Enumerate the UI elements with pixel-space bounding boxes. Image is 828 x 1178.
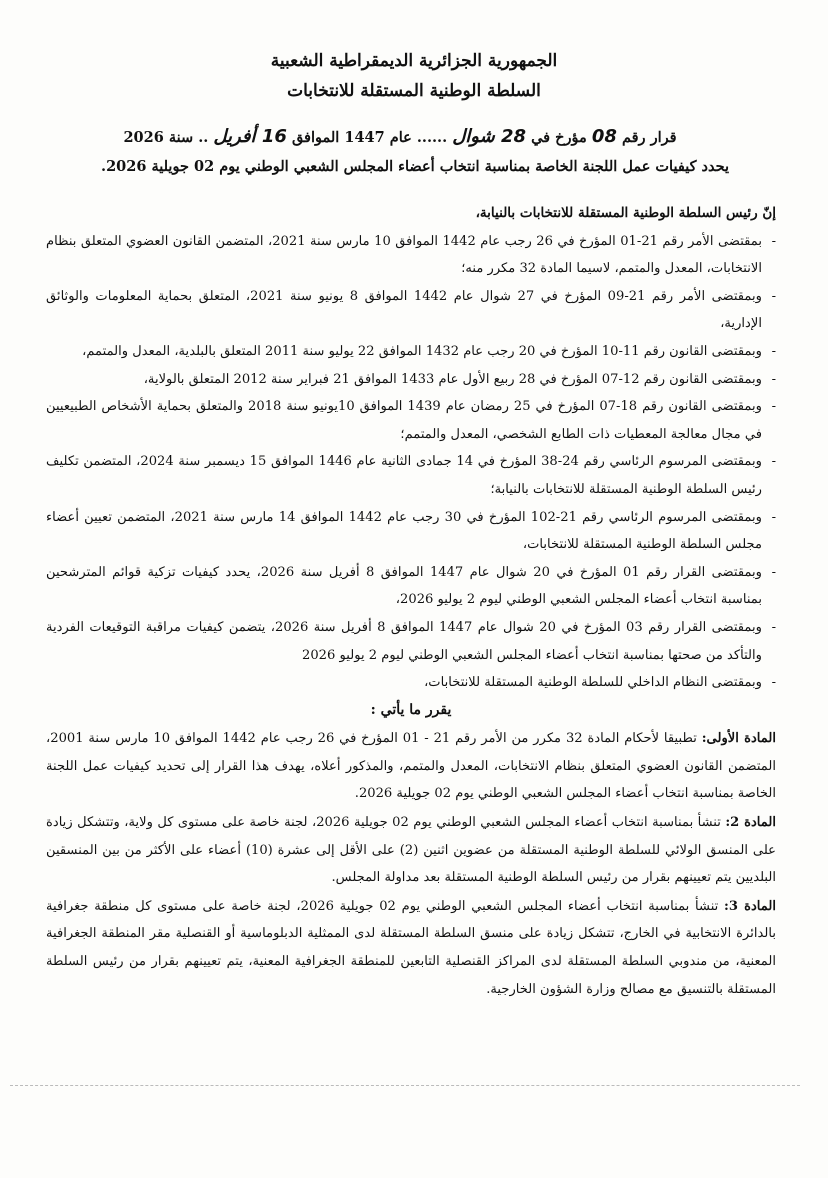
article-label: المادة 2: (725, 815, 776, 831)
consideration-item: - بمقتضى الأمر رقم 21-01 المؤرخ في 26 رجب عام 1442 الموافق 10 مارس سنة 2021، المتضمن القانون العضوي المتعلق بنظام الانتخابات، المعدل والمتمم، لاسيما المادة 32 مكرر منه؛ (46, 228, 776, 283)
consideration-item: - وبمقتضى المرسوم الرئاسي رقم 24-38 المؤرخ في 14 جمادى الثانية عام 1446 الموافق 15 ديسمبر سنة 2024، المتضمن تكليف رئيس السلطة الوطنية المستقلة للانتخابات بالنيابة؛ (46, 448, 776, 503)
decision-number: 08 (591, 126, 617, 147)
authority-title: السلطة الوطنية المستقلة للانتخابات (287, 81, 541, 101)
document-body (46, 200, 776, 1003)
article-label: المادة 3: (724, 898, 776, 914)
decision-prefix: قرار رقم (621, 129, 677, 146)
consideration-item: - وبمقتضى المرسوم الرئاسي رقم 21-102 المؤرخ في 30 رجب عام 1442 الموافق 14 مارس سنة 2021، المتضمن تعيين أعضاء مجلس السلطة الوطنية المستقلة للانتخابات، (46, 504, 776, 559)
consideration-item: - وبمقتضى القانون رقم 12-07 المؤرخ في 28 ربيع الأول عام 1433 الموافق 21 فبراير سنة 2012 المتعلق بالولاية، (46, 366, 776, 394)
consideration-item: - وبمقتضى النظام الداخلي للسلطة الوطنية المستقلة للانتخابات، (46, 669, 776, 697)
decision-hijri-year: ...... عام 1447 الموافق (291, 129, 448, 146)
decision-gregorian-year: .. سنة 2026 (123, 129, 209, 146)
consideration-item: - وبمقتضى القانون رقم 11-10 المؤرخ في 20 رجب عام 1432 الموافق 22 يوليو سنة 2011 المتعلق بالبلدية، المعدل والمتمم، (46, 338, 776, 366)
consideration-item: - وبمقتضى القانون رقم 18-07 المؤرخ في 25 رمضان عام 1439 الموافق 10يونيو سنة 2018 والمتعلق بحماية الأشخاص الطبيعيين في مجال معالجة المعطيات ذات الطابع الشخصي، المعدل والمتمم؛ (46, 393, 776, 448)
decision-gregorian-date: 16 أفريل (213, 126, 287, 147)
consideration-item: - وبمقتضى الأمر رقم 21-09 المؤرخ في 27 شوال عام 1442 الموافق 8 يونيو سنة 2021، المتعلق بحماية المعلومات والوثائق الإدارية، (46, 283, 776, 338)
decision-dated-in: مؤرخ في (531, 129, 587, 146)
document-header (0, 46, 828, 106)
article-text: تنشأ بمناسبة انتخاب أعضاء المجلس الشعبي الوطني يوم 02 جويلية 2026، لجنة خاصة على مستوى كل منطقة جغرافية بالدائرة الانتخابية في الخارج، تتشكل زيادة على منسق السلطة المستقلة لدى الممثلية الدبلوماسية أو القنصلية مقر المنطقة الجغرافية المعنية، من مندوبي السلطة المستقلة لدى المراكز القنصلية التابعين للمنطقة الجغرافية المعنية، يتم تعيينهم بقرار من رئيس السلطة المستقلة بالتنسيق مع مصالح وزارة الشؤون الخارجية. (46, 898, 776, 997)
decides-heading: يقرر ما يأتي : (370, 701, 452, 718)
addressee: إنّ رئيس السلطة الوطنية المستقلة للانتخابات بالنيابة، (475, 205, 776, 221)
article-text: تطبيقا لأحكام المادة 32 مكرر من الأمر رقم 21 - 01 المؤرخ في 26 رجب عام 1442 الموافق 10 مارس سنة 2001، المتضمن القانون العضوي المتعلق بنظام الانتخابات، المعدل والمتمم، والمذكور أعلاه، يهدف هذا القرار إلى تحديد كيفيات عمل اللجنة الخاصة بمناسبة انتخاب أعضاء المجلس الشعبي الوطني يوم 02 جويلية 2026. (46, 731, 776, 802)
consideration-item: - وبمقتضى القرار رقم 03 المؤرخ في 20 شوال عام 1447 الموافق 8 أفريل سنة 2026، يتضمن كيفيات مراقبة التوقيعات الفردية والتأكد من صحتها بمناسبة انتخاب أعضاء المجلس الشعبي الوطني ليوم 2 يوليو 2026 (46, 614, 776, 669)
article-1 (46, 725, 776, 808)
article-3 (46, 893, 776, 1003)
page-bottom-divider (10, 1085, 800, 1086)
article-label: المادة الأولى: (701, 731, 776, 747)
decision-line (90, 126, 710, 147)
decision-hijri-date: 28 شوال (452, 126, 527, 147)
consideration-item: - وبمقتضى القرار رقم 01 المؤرخ في 20 شوال عام 1447 الموافق 8 أفريل سنة 2026، يحدد كيفيات تزكية قوائم المترشحين بمناسبة انتخاب أعضاء المجلس الشعبي الوطني ليوم 2 يوليو 2026، (46, 559, 776, 614)
decision-subject: يحدد كيفيات عمل اللجنة الخاصة بمناسبة انتخاب أعضاء المجلس الشعبي الوطني يوم 02 جويلية 2026. (101, 158, 729, 175)
article-text: تنشأ بمناسبة انتخاب أعضاء المجلس الشعبي الوطني يوم 02 جويلية 2026، لجنة خاصة على مستوى كل ولاية، وتتشكل زيادة على المنسق الولائي للسلطة الوطنية المستقلة من عضوين اثنين (2) على الأقل إلى عشرة (10) أعضاء على الأكثر من بين المنسقين البلديين يتم تعيينهم بقرار من رئيس السلطة الوطنية المستقلة بعد مداولة المجلس. (46, 815, 776, 886)
republic-title: الجمهورية الجزائرية الديمقراطية الشعبية (270, 51, 558, 71)
article-2 (46, 809, 776, 892)
